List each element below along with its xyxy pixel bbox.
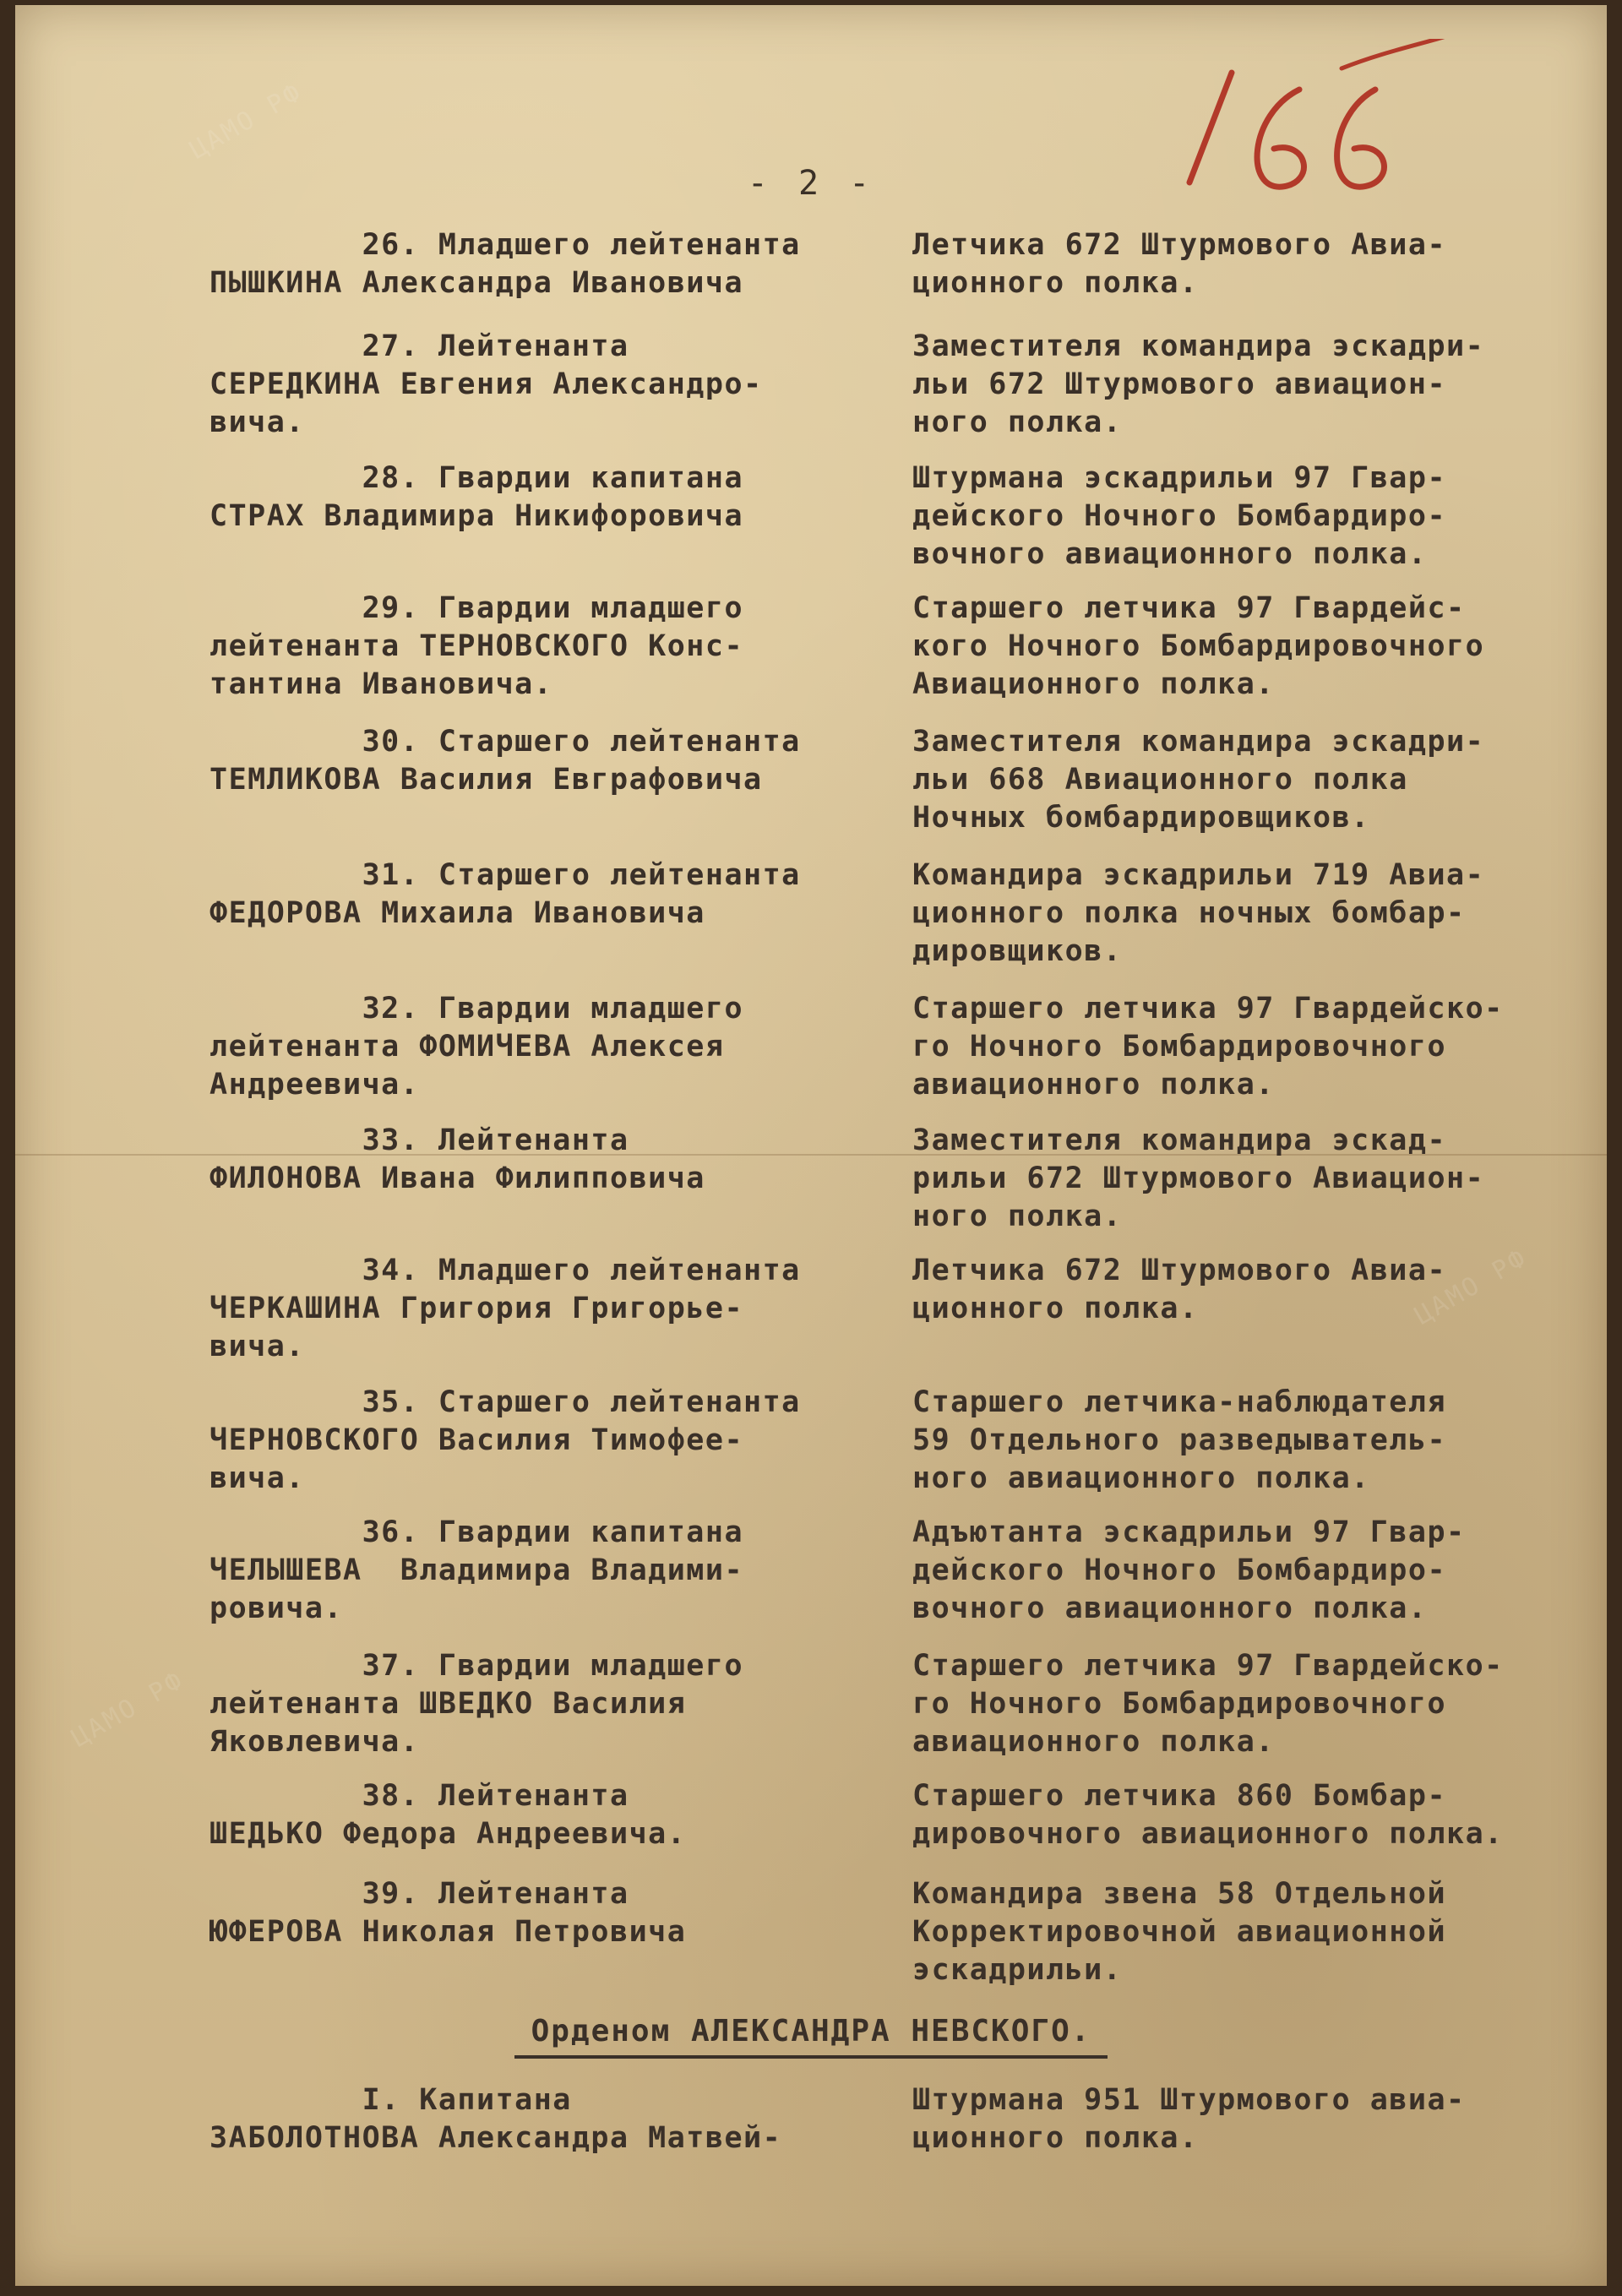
person-rank-name: 34. Младшего лейтенанта ЧЕРКАШИНА Григория Григорье- вича.: [210, 1254, 801, 1363]
person-position: Летчика 672 Штурмового Авиа- ционного полка.: [912, 1254, 1447, 1325]
person-rank-name: 35. Старшего лейтенанта ЧЕРНОВСКОГО Василия Тимофее- вича.: [210, 1385, 801, 1495]
person-position: Старшего летчика 97 Гвардейс- кого Ночного Бомбардировочного Авиационного полка.: [912, 591, 1485, 701]
person-position: Заместителя командира эскадри- льи 668 Авиационного полка Ночных бомбардировщиков.: [912, 725, 1485, 835]
person-rank-name: 26. Младшего лейтенанта ПЫШКИНА Александра Ивановича: [210, 228, 801, 300]
award-list: [15, 5, 1607, 2286]
person-position: Заместителя командира эскад- рильи 672 Штурмового Авиацион- ного полка.: [912, 1124, 1485, 1233]
person-position: Старшего летчика 97 Гвардейско- го Ночного Бомбардировочного авиационного полка.: [912, 1649, 1504, 1759]
person-rank-name: 39. Лейтенанта ЮФЕРОВА Николая Петровича: [210, 1877, 687, 1949]
person-rank-name: 27. Лейтенанта СЕРЕДКИНА Евгения Александро- вича.: [210, 329, 763, 439]
watermark: ЦАМО РФ: [185, 77, 308, 166]
person-rank-name: 29. Гвардии младшего лейтенанта ТЕРНОВСКОГО Конс- тантина Ивановича.: [210, 591, 744, 701]
watermark: ЦАМО РФ: [67, 1665, 190, 1754]
person-position: Штурмана 951 Штурмового авиа- ционного полка.: [912, 2083, 1466, 2155]
watermark: ЦАМО РФ: [1410, 1243, 1533, 1331]
person-position: Старшего летчика 860 Бомбар- дировочного авиационного полка.: [912, 1779, 1504, 1851]
person-position: Командира звена 58 Отдельной Корректировочной авиационной эскадрильи.: [912, 1877, 1447, 1987]
person-rank-name: 28. Гвардии капитана СТРАХ Владимира Никифоровича: [210, 461, 744, 533]
person-position: Командира эскадрильи 719 Авиа- ционного полка ночных бомбар- дировщиков.: [912, 858, 1485, 968]
person-rank-name: 36. Гвардии капитана ЧЕЛЫШЕВА Владимира Владими- ровича.: [210, 1515, 744, 1625]
person-rank-name: 30. Старшего лейтенанта ТЕМЛИКОВА Василия Евграфовича: [210, 725, 801, 797]
person-position: Штурмана эскадрильи 97 Гвар- дейского Ночного Бомбардиро- вочного авиационного полка.: [912, 461, 1447, 571]
page-number: - 2 -: [747, 164, 875, 203]
person-rank-name: 31. Старшего лейтенанта ФЕДОРОВА Михаила Ивановича: [210, 858, 801, 930]
document-page: [15, 5, 1607, 2286]
person-rank-name: 32. Гвардии младшего лейтенанта ФОМИЧЕВА Алексея Андреевича.: [210, 992, 744, 1102]
section-heading-text: Орденом АЛЕКСАНДРА НЕВСКОГО.: [514, 2014, 1108, 2059]
person-rank-name: 38. Лейтенанта ШЕДЬКО Федора Андреевича.: [210, 1779, 687, 1851]
person-rank-name: 33. Лейтенанта ФИЛОНОВА Ивана Филипповича: [210, 1124, 705, 1195]
person-position: Адъютанта эскадрильи 97 Гвар- дейского Ночного Бомбардиро- вочного авиационного полка.: [912, 1515, 1466, 1625]
person-rank-name: I. Капитана ЗАБОЛОТНОВА Александра Матвей-: [210, 2083, 782, 2155]
section-heading: [15, 2014, 1607, 2059]
person-position: Старшего летчика 97 Гвардейско- го Ночного Бомбардировочного авиационного полка.: [912, 992, 1504, 1102]
person-rank-name: 37. Гвардии младшего лейтенанта ШВЕДКО Василия Яковлевича.: [210, 1649, 744, 1759]
person-position: Старшего летчика-наблюдателя 59 Отдельного разведыватель- ного авиационного полка.: [912, 1385, 1447, 1495]
person-position: Заместителя командира эскадри- льи 672 Штурмового авиацион- ного полка.: [912, 329, 1485, 439]
person-position: Летчика 672 Штурмового Авиа- ционного полка.: [912, 228, 1447, 300]
